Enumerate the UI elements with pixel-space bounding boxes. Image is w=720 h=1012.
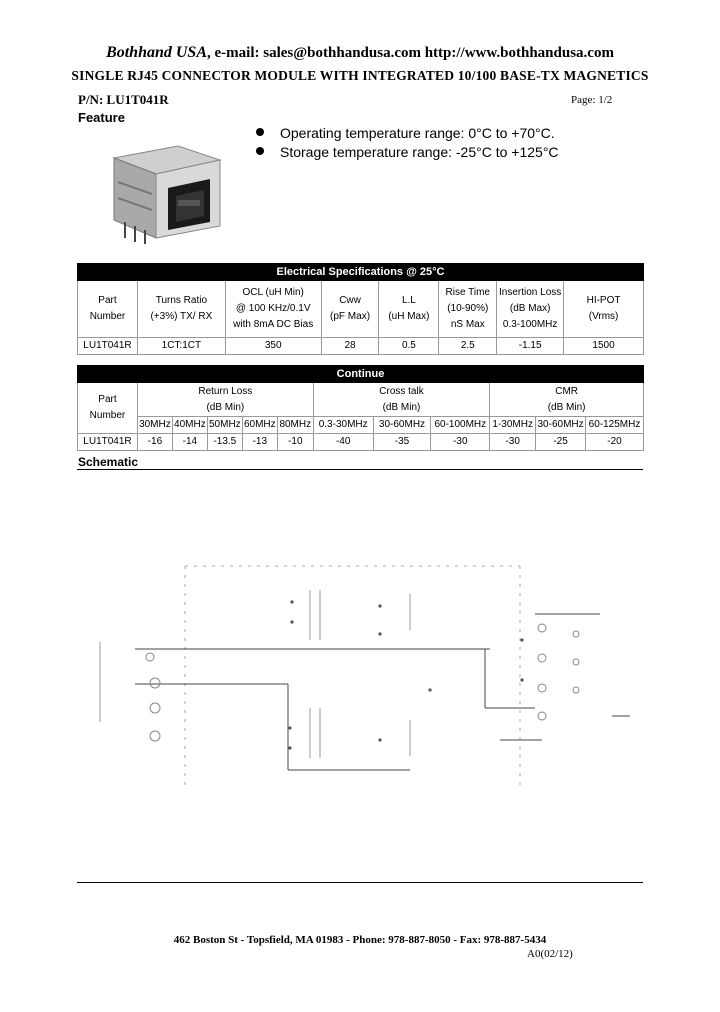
contact-info: , e-mail: sales@bothhandusa.com http://www.bothhandusa.com [207,45,614,61]
col-header: Cww (pF Max) [321,281,379,338]
group-header-cmr: CMR (dB Min) [490,383,644,417]
col-header: L.L (uH Max) [379,281,439,338]
divider [77,469,643,470]
feature-text: Storage temperature range: -25°C to +125°C [280,144,559,160]
sub-header: 60-100MHz [431,417,490,434]
group-header-return-loss: Return Loss (dB Min) [137,383,313,417]
table-cell: -10 [277,434,313,451]
header-line [0,44,720,62]
page-indicator: Page: 1/2 [571,94,613,106]
sub-header: 0.3-30MHz [313,417,373,434]
document-title: SINGLE RJ45 CONNECTOR MODULE WITH INTEGRATED 10/100 BASE-TX MAGNETICS [71,68,649,83]
electrical-spec-table [77,263,644,355]
table-cell: 2.5 [439,338,497,355]
col-header: Rise Time (10-90%) nS Max [439,281,497,338]
table-cell: LU1T041R [78,338,138,355]
table-cell: 0.5 [379,338,439,355]
table-cell: -35 [373,434,431,451]
table-cell: -13.5 [207,434,242,451]
bullet-icon [256,128,264,136]
feature-text: Operating temperature range: 0°C to +70°C. [280,125,555,141]
col-header: OCL (uH Min) @ 100 KHz/0.1V with 8mA DC Bias [225,281,321,338]
col-header: Part Number [78,281,138,338]
sub-header: 60-125MHz [586,417,644,434]
part-number-label: P/N: LU1T041R [78,92,169,107]
table-cell: -14 [172,434,207,451]
table-cell: LU1T041R [78,434,138,451]
sub-header: 30MHz [137,417,172,434]
table-cell: -40 [313,434,373,451]
table-cell: -16 [137,434,172,451]
table-cell: -13 [242,434,277,451]
continue-spec-table [77,365,644,451]
table-cell: -30 [490,434,536,451]
col-header: Part Number [78,383,138,434]
sub-header: 50MHz [207,417,242,434]
sub-header: 80MHz [277,417,313,434]
footer-divider [77,882,643,883]
schematic-heading: Schematic [78,455,139,469]
sub-header: 30-60MHz [373,417,431,434]
table-band-title: Continue [78,366,644,383]
table-cell: -20 [586,434,644,451]
table-band-title: Electrical Specifications @ 25°C [78,264,644,281]
feature-item [256,144,559,160]
table-cell: -25 [536,434,586,451]
sub-header: 40MHz [172,417,207,434]
sub-header: 30-60MHz [536,417,586,434]
col-header: Turns Ratio (+3%) TX/ RX [137,281,225,338]
table-cell: 28 [321,338,379,355]
table-cell: 1CT:1CT [137,338,225,355]
company-address: 462 Boston St - Topsfield, MA 01983 - Phone: 978-887-8050 - Fax: 978-887-5434 [173,934,547,946]
sub-header: 1-30MHz [490,417,536,434]
rj45-connector-photo [108,138,230,250]
table-cell: -30 [431,434,490,451]
table-cell: 350 [225,338,321,355]
table-row [78,434,644,451]
brand-name: Bothhand USA [106,44,207,61]
bullet-icon [256,147,264,155]
table-row [78,338,644,355]
schematic-diagram [80,530,640,800]
col-header: Insertion Loss (dB Max) 0.3-100MHz [497,281,564,338]
table-cell: 1500 [564,338,644,355]
group-header-cross-talk: Cross talk (dB Min) [313,383,489,417]
col-header: HI-POT (Vrms) [564,281,644,338]
sub-header: 60MHz [242,417,277,434]
feature-heading: Feature [78,110,125,125]
revision-code: A0(02/12) [527,948,573,960]
table-cell: -1.15 [497,338,564,355]
feature-item [256,125,555,141]
